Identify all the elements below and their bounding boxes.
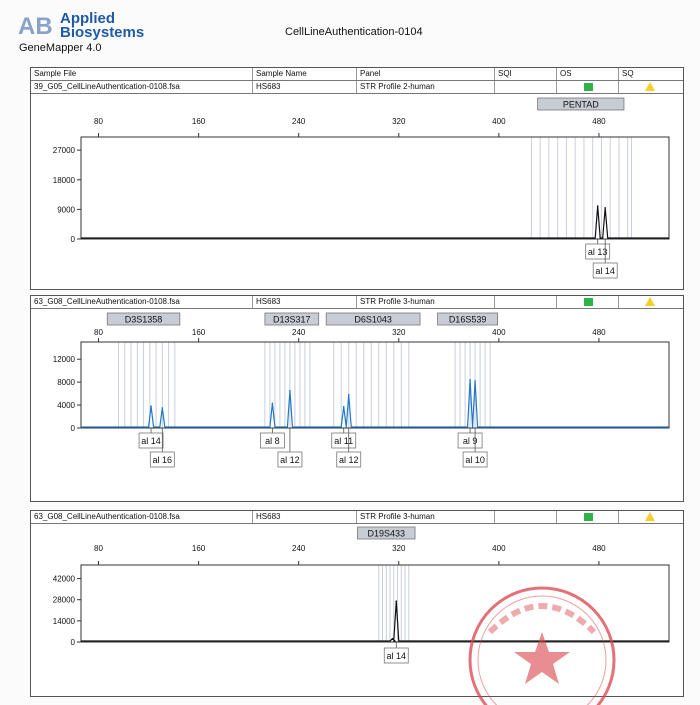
document-title: CellLineAuthentication-0104 [285,26,423,38]
sample-name: HS683 [253,511,357,523]
sqi-cell [495,296,557,308]
x-tick-label: 160 [191,117,206,126]
sq-cell [619,296,683,308]
peak-point [604,207,606,209]
allele-label: al 12 [280,455,300,465]
x-tick-label: 320 [392,328,406,337]
trace-line [81,380,669,427]
sample-file: 63_G08_CellLineAuthentication-0108.fsa [31,511,253,523]
y-tick-label: 0 [70,638,75,647]
allele-label: al 8 [265,436,280,446]
x-tick-label: 240 [292,117,306,126]
peak-point [348,394,350,396]
peak-point [343,406,345,408]
peak-point [469,379,471,381]
panel-name: STR Profile 2-human [357,81,495,93]
x-tick-label: 480 [592,117,606,126]
os-cell [557,81,619,93]
sq-warning-icon [645,297,655,306]
peak-point [272,403,274,405]
column-header-row [31,68,683,81]
x-tick-label: 320 [392,117,406,126]
y-tick-label: 27000 [52,146,75,156]
os-cell [557,296,619,308]
allele-label: al 14 [141,436,161,446]
x-tick-label: 240 [292,544,306,553]
sqi-cell [495,81,557,93]
sample-row[interactable] [31,511,683,524]
panel-name: STR Profile 3-human [357,511,495,523]
y-tick-label: 0 [70,424,75,433]
allele-label: al 10 [465,455,485,465]
sample-file: 63_G08_CellLineAuthentication-0108.fsa [31,296,253,308]
marker-label: D6S1043 [354,314,392,325]
x-tick-label: 400 [492,544,506,553]
x-tick-label: 400 [492,328,506,337]
plot-frame [81,137,669,239]
sample-panel-2 [30,295,684,502]
allele-label: al 14 [595,266,615,276]
allele-label: al 13 [587,247,608,257]
peak-point [289,390,291,392]
peak-point [392,638,394,640]
x-tick-label: 320 [392,544,406,553]
trace-line [81,206,669,238]
brand-line-2: Biosystems [60,24,145,41]
trace-line [81,601,669,641]
x-tick-label: 240 [292,328,306,337]
sq-cell [619,511,683,523]
app-name: GeneMapper 4.0 [19,42,102,54]
x-tick-label: 80 [94,328,103,337]
peak-point [597,205,599,207]
sample-name: HS683 [253,81,357,93]
y-tick-label: 28000 [52,595,75,605]
y-tick-label: 18000 [52,175,75,185]
os-pass-icon [584,513,593,521]
peak-point [150,405,152,407]
plot-frame [81,342,669,428]
ab-logo-icon [18,12,58,38]
col-sqi[interactable]: SQI [495,68,557,80]
electropherogram-chart [31,309,683,501]
peak-point [395,600,397,602]
allele-label: al 14 [386,651,407,661]
col-panel[interactable]: Panel [357,68,495,80]
sample-row[interactable] [31,296,683,309]
marker-label: D13S317 [273,314,311,325]
y-tick-label: 42000 [52,574,75,584]
sample-row[interactable] [31,81,683,94]
sqi-cell [495,511,557,523]
col-sq[interactable]: SQ [622,69,634,78]
os-pass-icon [584,83,593,91]
x-tick-label: 400 [492,117,506,126]
col-os[interactable]: OS [557,68,619,80]
sample-panel-1 [30,67,684,290]
y-tick-label: 8000 [57,378,75,388]
marker-label: D19S433 [367,528,406,539]
sq-warning-icon [645,82,655,91]
allele-label: al 12 [338,455,359,465]
plot-frame [81,565,669,642]
marker-label: PENTAD [562,99,599,110]
y-tick-label: 12000 [52,355,75,365]
marker-label: D16S539 [448,314,487,325]
sample-name: HS683 [253,296,357,308]
x-tick-label: 160 [191,328,206,337]
electropherogram-chart [31,94,683,288]
sample-file: 39_G05_CellLineAuthentication-0108.fsa [31,81,253,93]
panel-name: STR Profile 3-human [357,296,495,308]
os-cell [557,511,619,523]
x-tick-label: 80 [94,117,103,126]
col-sample-file[interactable]: Sample File [31,68,253,80]
peak-point [474,380,476,382]
allele-label: al 11 [334,436,354,446]
electropherogram-chart [31,524,683,696]
logo-mark: AB [18,13,53,38]
x-tick-label: 80 [94,544,103,553]
allele-label: al 9 [462,436,478,446]
col-sample-name[interactable]: Sample Name [253,68,357,80]
x-tick-label: 480 [592,544,606,553]
y-tick-label: 14000 [52,616,75,626]
sample-panel-3 [30,510,684,697]
peak-point [162,407,164,409]
sq-warning-icon [645,512,655,521]
y-tick-label: 9000 [57,205,75,215]
os-pass-icon [584,298,593,306]
marker-label: D3S1358 [124,314,163,325]
x-tick-label: 160 [191,544,206,553]
brand-line-1: Applied [60,10,115,27]
y-tick-label: 4000 [57,401,75,411]
y-tick-label: 0 [70,235,75,244]
sq-cell [619,81,683,93]
x-tick-label: 480 [592,328,606,337]
allele-label: al 16 [152,455,173,465]
